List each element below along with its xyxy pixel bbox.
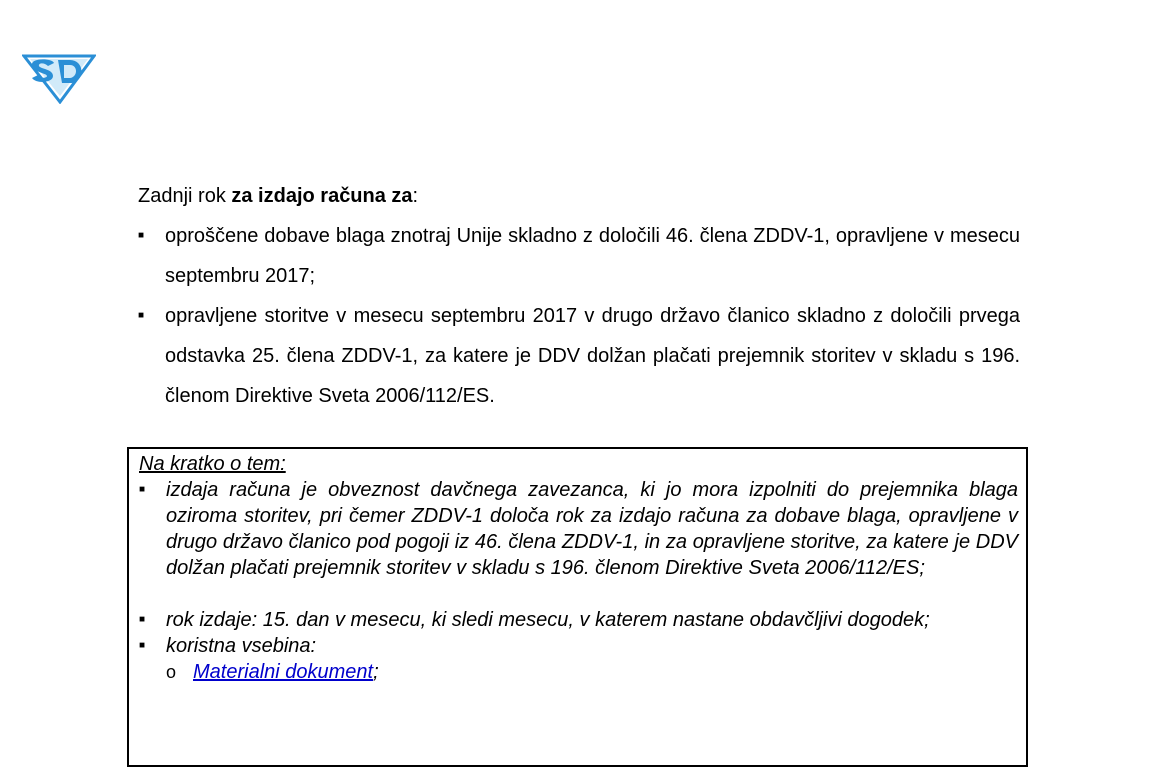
sub-list <box>166 659 1018 685</box>
circle-bullet-icon: o <box>166 662 177 682</box>
summary-title: Na kratko o tem: <box>139 453 286 475</box>
main-text <box>138 176 1020 416</box>
sd-logo-icon <box>22 50 96 104</box>
bullet-icon: ■ <box>139 614 146 625</box>
list-item <box>139 477 1018 581</box>
intro-suffix: : <box>412 185 419 207</box>
intro-bold: za izdajo računa za <box>231 185 413 207</box>
list-item <box>139 607 1018 633</box>
summary-box <box>127 447 1028 767</box>
bullet-icon: ■ <box>138 310 145 321</box>
list-item-text: izdaja računa je obveznost davčnega zavezanca, ki jo mora izpolniti do prejemnika blaga oziroma storitev, pri čemer ZDDV-1 določa rok za izdajo računa za dobave blaga, opravljene v drugo državo članico pod pogoji iz 46. člena ZDDV-1, in za opravljene storitve, za katere je DDV dolžan plačati prejemnik storitev v skladu s 196. členom Direktive Sveta 2006/112/ES; <box>166 479 1018 579</box>
list-item-text: opravljene storitve v mesecu septembru 2017 v drugo državo članico skladno z določili prvega odstavka 25. člena ZDDV-1, za katere je DDV dolžan plačati prejemnik storitev v skladu s 196. členom Direktive Sveta 2006/112/ES. <box>165 305 1020 407</box>
bullet-icon: ■ <box>139 640 146 651</box>
list-item <box>138 216 1020 296</box>
sub-list-item <box>166 659 1018 685</box>
intro-prefix: Zadnji rok <box>138 185 232 207</box>
list-item-text: koristna vsebina: <box>166 635 317 657</box>
list-item-text: oproščene dobave blaga znotraj Unije skladno z določili 46. člena ZDDV-1, opravljene v mesecu septembru 2017; <box>165 225 1020 287</box>
deadline-list <box>138 216 1020 416</box>
list-item <box>139 633 1018 685</box>
list-item-text: rok izdaje: 15. dan v mesecu, ki sledi mesecu, v katerem nastane obdavčljivi dogodek; <box>166 609 930 631</box>
bullet-icon: ■ <box>139 484 146 495</box>
link-suffix: ; <box>373 661 379 683</box>
materialni-dokument-link[interactable]: Materialni dokument <box>193 661 374 683</box>
intro-line <box>138 176 1020 216</box>
summary-list <box>139 477 1018 685</box>
bullet-icon: ■ <box>138 230 145 241</box>
list-item <box>138 296 1020 416</box>
